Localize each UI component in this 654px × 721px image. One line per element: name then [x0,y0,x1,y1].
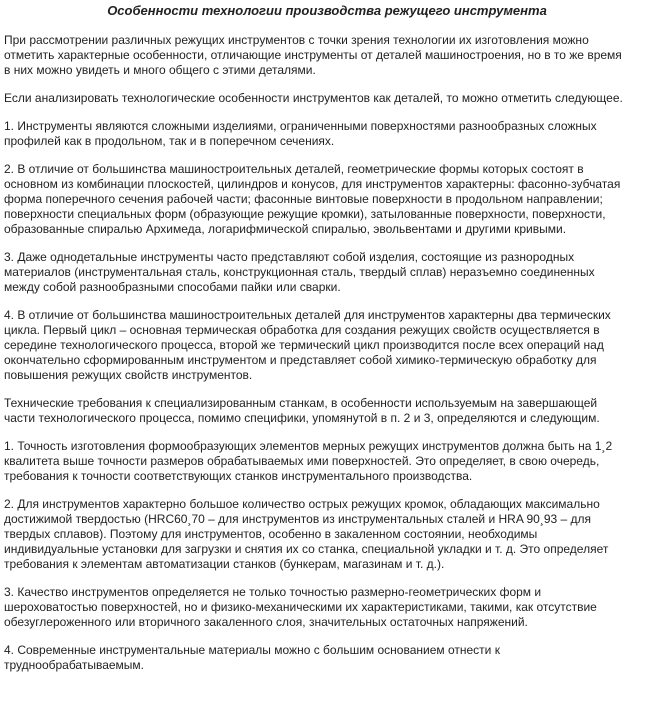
paragraph-requirements: Технические требования к специализированным станкам, в особенности используемым на завершающей части технологического процесса, помимо специфики, упомянутой в п. 2 и 3, определяются и следующим. [4,396,600,425]
paragraph-requirement-3: 3. Качество инструментов определяется не только точностью размерно-геометрических форм и шероховатостью поверхностей, но и физико-механическими их характеристиками, такими, как отсутствие обезуглероженного или вторичного закаленного слоя, значительных остаточных напряжений. [4,585,597,629]
paragraph-feature-3: 3. Даже однодетальные инструменты часто представляют собой изделия, состоящие из разнородных материалов (инструментальная сталь, конструкционная сталь, твердый сплав) неразъемно соединенных между собой разнообразными способами пайки или сварки. [4,250,595,294]
paragraph-analysis: Если анализировать технологические особенности инструментов как деталей, то можно отметить следующее. [4,91,623,105]
paragraph-requirement-4: 4. Современные инструментальные материалы можно с большим основанием отнести к труднообрабатываемым. [4,643,500,672]
document-title: Особенности технологии производства режущего инструмента [107,3,547,18]
paragraph-feature-2: 2. В отличие от большинства машиностроительных деталей, геометрические формы которых состоят в основном из комбинации плоскостей, цилиндров и конусов, для инструментов характерны: фасонно-зубчатая форма поперечного сечения рабочей части; фасонные винтовые поверхности в продольном направлении; поверхности специальных форм (образующие режущие кромки), затылованные поверхности, поверхности, образованные спиралью Архимеда, логарифмической спиралью, эвольвентами и другими кривыми. [4,162,621,236]
paragraph-feature-4: 4. В отличие от большинства машиностроительных деталей для инструментов характерны два термических цикла. Первый цикл – основная термическая обработка для создания режущих свойств осуществляется в середине технологического процесса, второй же термический цикл производится после всех операций над окончательно сформированным инструментом и представляет собой химико-термическую обработку для повышения режущих свойств инструментов. [4,308,611,382]
paragraph-intro: При рассмотрении различных режущих инструментов с точки зрения технологии их изготовления можно отметить характерные особенности, отличающие инструменты от деталей машиностроения, но в то же время в них можно увидеть и много общего с этими деталями. [4,33,622,77]
paragraph-feature-1: 1. Инструменты являются сложными изделиями, ограниченными поверхностями разнообразных сложных профилей как в продольном, так и в поперечном сечениях. [4,119,597,148]
paragraph-requirement-2: 2. Для инструментов характерно большое количество острых режущих кромок, обладающих максимально достижимой твердостью (HRC60¸70 – для инструментов из инструментальных сталей и HRA 90¸93 – для твердых сплавов). Поэтому для инструментов, особенно в закаленном состоянии, необходимы индивидуальные установки для загрузки и снятия их со станка, специальной укладки и т. д. Это определяет требования к элементам автоматизации станков (бункерам, магазинам и т. д.). [4,497,609,571]
paragraph-requirement-1: 1. Точность изготовления формообразующих элементов мерных режущих инструментов должна быть на 1¸2 квалитета выше точности размеров обрабатываемых ими поверхностей. Это определяет, в свою очередь, требования к точности соответствующих станков инструментального производства. [4,439,613,483]
